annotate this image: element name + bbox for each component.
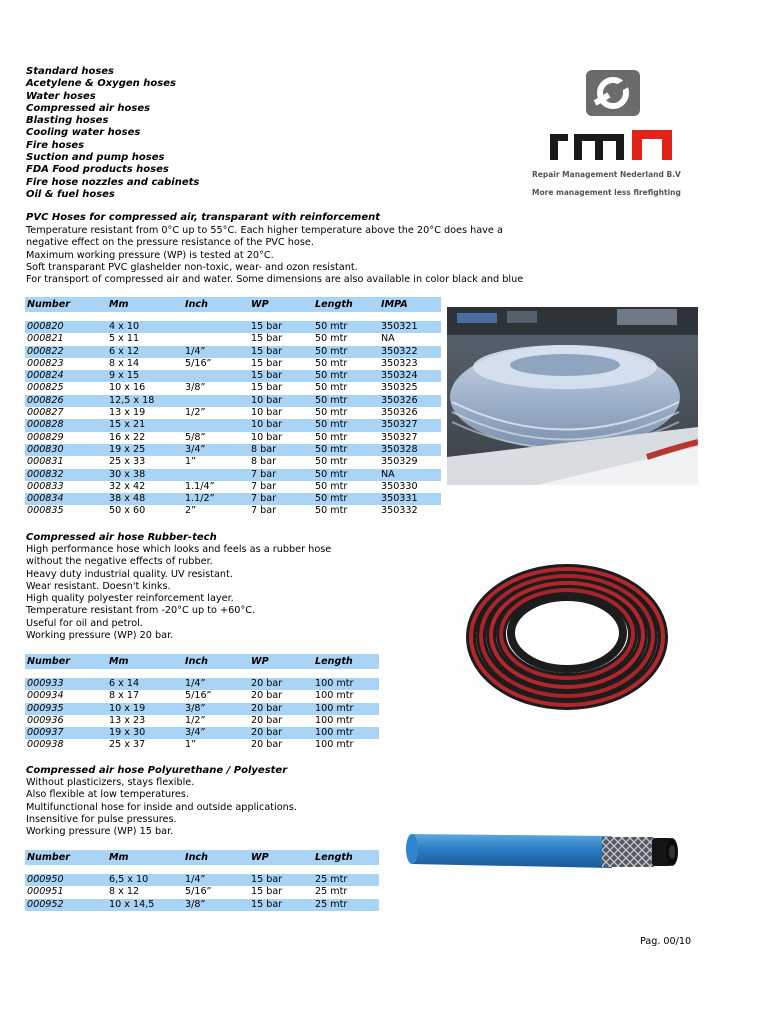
- table-cell: 15 x 21: [107, 419, 183, 431]
- table-cell: 50 mtr: [313, 346, 379, 358]
- description-line: Wear resistant. Doesn't kinks.: [26, 580, 171, 592]
- table-row: [25, 444, 441, 456]
- part-number-cell: 000828: [25, 419, 107, 431]
- table-cell: 15 bar: [251, 382, 283, 394]
- column-header: Number: [25, 850, 107, 865]
- table-cell: 19 x 30: [107, 727, 183, 739]
- column-header: Length: [313, 850, 379, 865]
- table-row: [25, 395, 441, 407]
- table-cell: 350327: [381, 431, 418, 443]
- table-row: [25, 678, 379, 690]
- table-cell: 1”: [185, 456, 197, 468]
- table-cell: 6 x 12: [107, 346, 183, 358]
- table-cell: 12,5 x 18: [107, 395, 183, 407]
- table-cell: 50 mtr: [315, 407, 348, 419]
- category-item: Acetylene & Oxygen hoses: [26, 78, 176, 90]
- table-cell: 350321: [379, 321, 441, 333]
- description-line: without the negative effects of rubber.: [26, 556, 213, 568]
- table-row: [25, 346, 441, 358]
- table-cell: 50 mtr: [313, 395, 379, 407]
- category-item: Water hoses: [26, 90, 96, 102]
- section-title-pvc: PVC Hoses for compressed air, transparant with reinforcement: [26, 212, 381, 223]
- table-cell: 25 mtr: [313, 874, 379, 886]
- table-cell: 15 bar: [249, 899, 313, 911]
- table-cell: 20 bar: [251, 739, 283, 751]
- description-line: High quality polyester reinforcement layer.: [26, 593, 234, 605]
- table-cell: 5/16”: [185, 886, 212, 898]
- section-title-rubber-tech: Compressed air hose Rubber-tech: [26, 532, 217, 543]
- table-cell: 15 bar: [251, 886, 283, 898]
- table-cell: 16 x 22: [109, 431, 146, 443]
- table-row: [25, 886, 379, 898]
- table-cell: 350325: [381, 382, 418, 394]
- table-cell: 100 mtr: [313, 727, 379, 739]
- column-header: WP: [249, 654, 313, 669]
- table-cell: 50 mtr: [315, 357, 348, 369]
- table-cell: 100 mtr: [315, 714, 354, 726]
- table-cell: 5 x 11: [109, 333, 140, 345]
- description-line: Heavy duty industrial quality. UV resistant.: [26, 568, 233, 580]
- table-cell: 5/8”: [185, 431, 206, 443]
- table-header-row: [25, 850, 379, 865]
- table-cell: 20 bar: [251, 690, 283, 702]
- table-cell: 50 mtr: [315, 505, 348, 517]
- description-line: Useful for oil and petrol.: [26, 617, 143, 629]
- part-number-cell: 000820: [25, 321, 107, 333]
- table-row: [25, 382, 441, 394]
- table-cell: 10 x 14,5: [107, 899, 183, 911]
- table-row: [25, 432, 441, 444]
- table-header-row: [25, 297, 441, 312]
- company-slogan: More management less firefighting: [532, 188, 681, 197]
- transparent-hose-coil-photo: [447, 307, 698, 485]
- part-number-cell: 000834: [25, 493, 107, 505]
- polyurethane-hose-table: [25, 850, 379, 911]
- company-logo: [530, 70, 700, 200]
- table-row: [25, 469, 441, 481]
- table-row: [25, 899, 379, 911]
- table-cell: 1”: [185, 739, 197, 751]
- part-number-cell: 000829: [27, 431, 64, 443]
- column-header: Inch: [183, 850, 249, 865]
- table-cell: 350327: [379, 419, 441, 431]
- part-number-cell: 000821: [27, 333, 64, 345]
- table-cell: 8 x 14: [109, 357, 140, 369]
- table-cell: 50 mtr: [313, 493, 379, 505]
- table-row: [25, 874, 379, 886]
- table-row: [25, 358, 441, 370]
- part-number-cell: 000936: [27, 714, 64, 726]
- table-cell: 8 x 17: [109, 690, 140, 702]
- section-title-polyurethane: Compressed air hose Polyurethane / Polyester: [26, 765, 288, 776]
- table-cell: [183, 419, 249, 431]
- table-cell: 9 x 15: [107, 370, 183, 382]
- table-row: [25, 739, 379, 751]
- table-cell: 20 bar: [251, 714, 283, 726]
- category-item: Suction and pump hoses: [26, 152, 165, 164]
- table-row: [25, 321, 441, 333]
- table-cell: 50 x 60: [109, 505, 146, 517]
- part-number-cell: 000935: [25, 703, 107, 715]
- table-row: [25, 690, 379, 702]
- table-cell: 1/4”: [183, 874, 249, 886]
- description-line: Soft transparant PVC glashelder non-toxic, wear- and ozon resistant.: [26, 261, 358, 273]
- table-cell: 38 x 48: [107, 493, 183, 505]
- table-cell: 6 x 14: [107, 678, 183, 690]
- table-row: [25, 456, 441, 468]
- column-header: Length: [313, 297, 379, 312]
- table-cell: 8 bar: [249, 444, 313, 456]
- table-cell: 1/2”: [185, 714, 206, 726]
- part-number-cell: 000934: [27, 690, 64, 702]
- column-header: Number: [25, 654, 107, 669]
- column-header: Inch: [183, 297, 249, 312]
- table-row: [25, 505, 441, 517]
- description-line: Working pressure (WP) 20 bar.: [26, 630, 174, 642]
- description-line: Insensitive for pulse pressures.: [26, 813, 177, 825]
- column-header: Mm: [107, 654, 183, 669]
- part-number-cell: 000938: [27, 739, 64, 751]
- table-cell: [183, 321, 249, 333]
- table-cell: 7 bar: [251, 505, 277, 517]
- rmn-wordmark: [548, 128, 708, 160]
- table-cell: 25 mtr: [315, 886, 348, 898]
- table-cell: 350326: [379, 395, 441, 407]
- table-cell: 50 mtr: [313, 321, 379, 333]
- description-line: Also flexible at low temperatures.: [26, 789, 190, 801]
- table-cell: 350332: [381, 505, 418, 517]
- description-line: Without plasticizers, stays flexible.: [26, 777, 195, 788]
- table-cell: NA: [381, 333, 395, 345]
- table-cell: 13 x 19: [109, 407, 146, 419]
- page-number: Pag. 00/10: [640, 936, 692, 947]
- table-cell: 3/8”: [185, 382, 206, 394]
- table-cell: 15 bar: [251, 357, 283, 369]
- table-cell: 25 x 33: [109, 456, 146, 468]
- table-cell: [183, 370, 249, 382]
- part-number-cell: 000826: [25, 395, 107, 407]
- table-cell: 25 mtr: [313, 899, 379, 911]
- part-number-cell: 000835: [27, 505, 64, 517]
- table-cell: 350322: [379, 346, 441, 358]
- part-number-cell: 000937: [25, 727, 107, 739]
- table-cell: 3/8”: [183, 899, 249, 911]
- part-number-cell: 000952: [25, 899, 107, 911]
- table-cell: 20 bar: [249, 727, 313, 739]
- table-cell: 350324: [379, 370, 441, 382]
- table-cell: 350323: [381, 357, 418, 369]
- wrench-icon: [586, 70, 640, 116]
- table-row: [25, 715, 379, 727]
- table-cell: [183, 395, 249, 407]
- column-header: Number: [25, 297, 107, 312]
- description-line: Multifunctional hose for inside and outside applications.: [26, 801, 297, 813]
- table-cell: 100 mtr: [315, 690, 354, 702]
- category-item: FDA Food products hoses: [26, 164, 169, 176]
- table-cell: 20 bar: [249, 703, 313, 715]
- table-header-row: [25, 654, 379, 669]
- table-cell: 1/4”: [183, 678, 249, 690]
- table-cell: 3/8”: [183, 703, 249, 715]
- table-cell: 50 mtr: [315, 382, 348, 394]
- table-row: [25, 727, 379, 739]
- column-header: Mm: [107, 850, 183, 865]
- table-cell: 50 mtr: [313, 469, 379, 481]
- section-description-pvc: [26, 225, 523, 286]
- table-cell: 50 mtr: [313, 444, 379, 456]
- column-header: IMPA: [379, 297, 441, 312]
- table-cell: 5/16”: [185, 357, 212, 369]
- table-row: [25, 481, 441, 493]
- table-cell: [183, 333, 249, 345]
- table-cell: 30 x 38: [107, 469, 183, 481]
- table-cell: 15 bar: [249, 321, 313, 333]
- table-spacer-row: [25, 669, 379, 678]
- table-cell: 350328: [379, 444, 441, 456]
- description-line: Temperature resistant from 0°C up to 55°C. Each higher temperature above the 20°C does have a: [26, 225, 503, 236]
- part-number-cell: 000833: [27, 480, 64, 492]
- part-number-cell: 000824: [25, 370, 107, 382]
- table-cell: 350329: [381, 456, 418, 468]
- table-cell: 7 bar: [249, 493, 313, 505]
- table-cell: 350326: [381, 407, 418, 419]
- category-item: Blasting hoses: [26, 115, 109, 127]
- table-cell: 50 mtr: [313, 419, 379, 431]
- description-line: Maximum working pressure (WP) is tested at 20°C.: [26, 249, 274, 261]
- table-row: [25, 407, 441, 419]
- table-cell: 3/4”: [183, 727, 249, 739]
- table-cell: 1.1/4”: [185, 480, 215, 492]
- table-cell: 350331: [379, 493, 441, 505]
- table-cell: 13 x 23: [109, 714, 146, 726]
- table-cell: 50 mtr: [315, 480, 348, 492]
- table-spacer-row: [25, 865, 379, 874]
- table-cell: 5/16”: [185, 690, 212, 702]
- column-header: WP: [249, 850, 313, 865]
- pvc-hose-table: [25, 297, 441, 518]
- table-cell: 15 bar: [249, 346, 313, 358]
- table-cell: 10 x 16: [109, 382, 146, 394]
- description-line: For transport of compressed air and water. Some dimensions are also available in color black and blue: [26, 274, 524, 286]
- part-number-cell: 000832: [25, 469, 107, 481]
- table-cell: 1.1/2”: [183, 493, 249, 505]
- table-cell: 25 x 37: [109, 739, 146, 751]
- description-line: negative effect on the pressure resistance of the PVC hose.: [26, 237, 314, 249]
- part-number-cell: 000831: [27, 456, 64, 468]
- column-header: WP: [249, 297, 313, 312]
- table-cell: 50 mtr: [315, 456, 348, 468]
- table-cell: 15 bar: [249, 370, 313, 382]
- part-number-cell: 000823: [27, 357, 64, 369]
- rubber-tech-hose-table: [25, 654, 379, 752]
- table-cell: 10 bar: [251, 407, 283, 419]
- table-cell: 8 bar: [251, 456, 277, 468]
- category-item: Fire hose nozzles and cabinets: [26, 176, 200, 188]
- category-item: Cooling water hoses: [26, 127, 141, 139]
- category-item: Oil & fuel hoses: [26, 188, 115, 200]
- table-cell: 50 mtr: [313, 370, 379, 382]
- table-cell: 100 mtr: [315, 739, 354, 751]
- table-cell: 1/4”: [183, 346, 249, 358]
- table-cell: 10 bar: [249, 395, 313, 407]
- hose-category-list: [26, 66, 199, 201]
- red-black-hose-coil-photo: [466, 562, 668, 712]
- part-number-cell: 000830: [25, 444, 107, 456]
- category-item: Standard hoses: [26, 66, 115, 77]
- company-name: Repair Management Nederland B.V: [532, 170, 681, 179]
- description-line: Temperature resistant from -20°C up to +60°C.: [26, 605, 256, 617]
- column-header: Mm: [107, 297, 183, 312]
- blue-pu-hose-photo: [402, 826, 684, 876]
- table-cell: 19 x 25: [107, 444, 183, 456]
- column-header: Inch: [183, 654, 249, 669]
- part-number-cell: 000825: [27, 382, 64, 394]
- table-cell: 3/4”: [183, 444, 249, 456]
- table-cell: 10 x 19: [107, 703, 183, 715]
- part-number-cell: 000827: [27, 407, 64, 419]
- table-cell: 100 mtr: [313, 678, 379, 690]
- section-description-rubber-tech: [26, 544, 331, 642]
- table-cell: 8 x 12: [109, 886, 140, 898]
- section-description-polyurethane: [26, 777, 297, 838]
- table-cell: 50 mtr: [315, 431, 348, 443]
- table-cell: [183, 469, 249, 481]
- part-number-cell: 000933: [25, 678, 107, 690]
- table-cell: 20 bar: [249, 678, 313, 690]
- table-cell: 50 mtr: [315, 333, 348, 345]
- description-line: Working pressure (WP) 15 bar.: [26, 826, 174, 838]
- table-cell: 10 bar: [249, 419, 313, 431]
- table-cell: 7 bar: [251, 480, 277, 492]
- table-cell: 350330: [381, 480, 418, 492]
- table-spacer-row: [25, 312, 441, 321]
- table-cell: 7 bar: [249, 469, 313, 481]
- category-item: Fire hoses: [26, 139, 85, 151]
- table-cell: 10 bar: [251, 431, 283, 443]
- table-cell: NA: [379, 469, 441, 481]
- table-row: [25, 333, 441, 345]
- table-row: [25, 419, 441, 431]
- table-cell: 4 x 10: [107, 321, 183, 333]
- table-cell: 15 bar: [249, 874, 313, 886]
- table-row: [25, 493, 441, 505]
- table-row: [25, 370, 441, 382]
- category-item: Compressed air hoses: [26, 102, 151, 114]
- table-cell: 2”: [185, 505, 197, 517]
- table-cell: 100 mtr: [313, 703, 379, 715]
- table-cell: 1/2”: [185, 407, 206, 419]
- part-number-cell: 000950: [25, 874, 107, 886]
- table-row: [25, 703, 379, 715]
- table-cell: 6,5 x 10: [107, 874, 183, 886]
- part-number-cell: 000822: [25, 346, 107, 358]
- part-number-cell: 000951: [27, 886, 64, 898]
- column-header: Length: [313, 654, 379, 669]
- table-cell: 15 bar: [251, 333, 283, 345]
- table-cell: 32 x 42: [109, 480, 146, 492]
- description-line: High performance hose which looks and feels as a rubber hose: [26, 544, 332, 555]
